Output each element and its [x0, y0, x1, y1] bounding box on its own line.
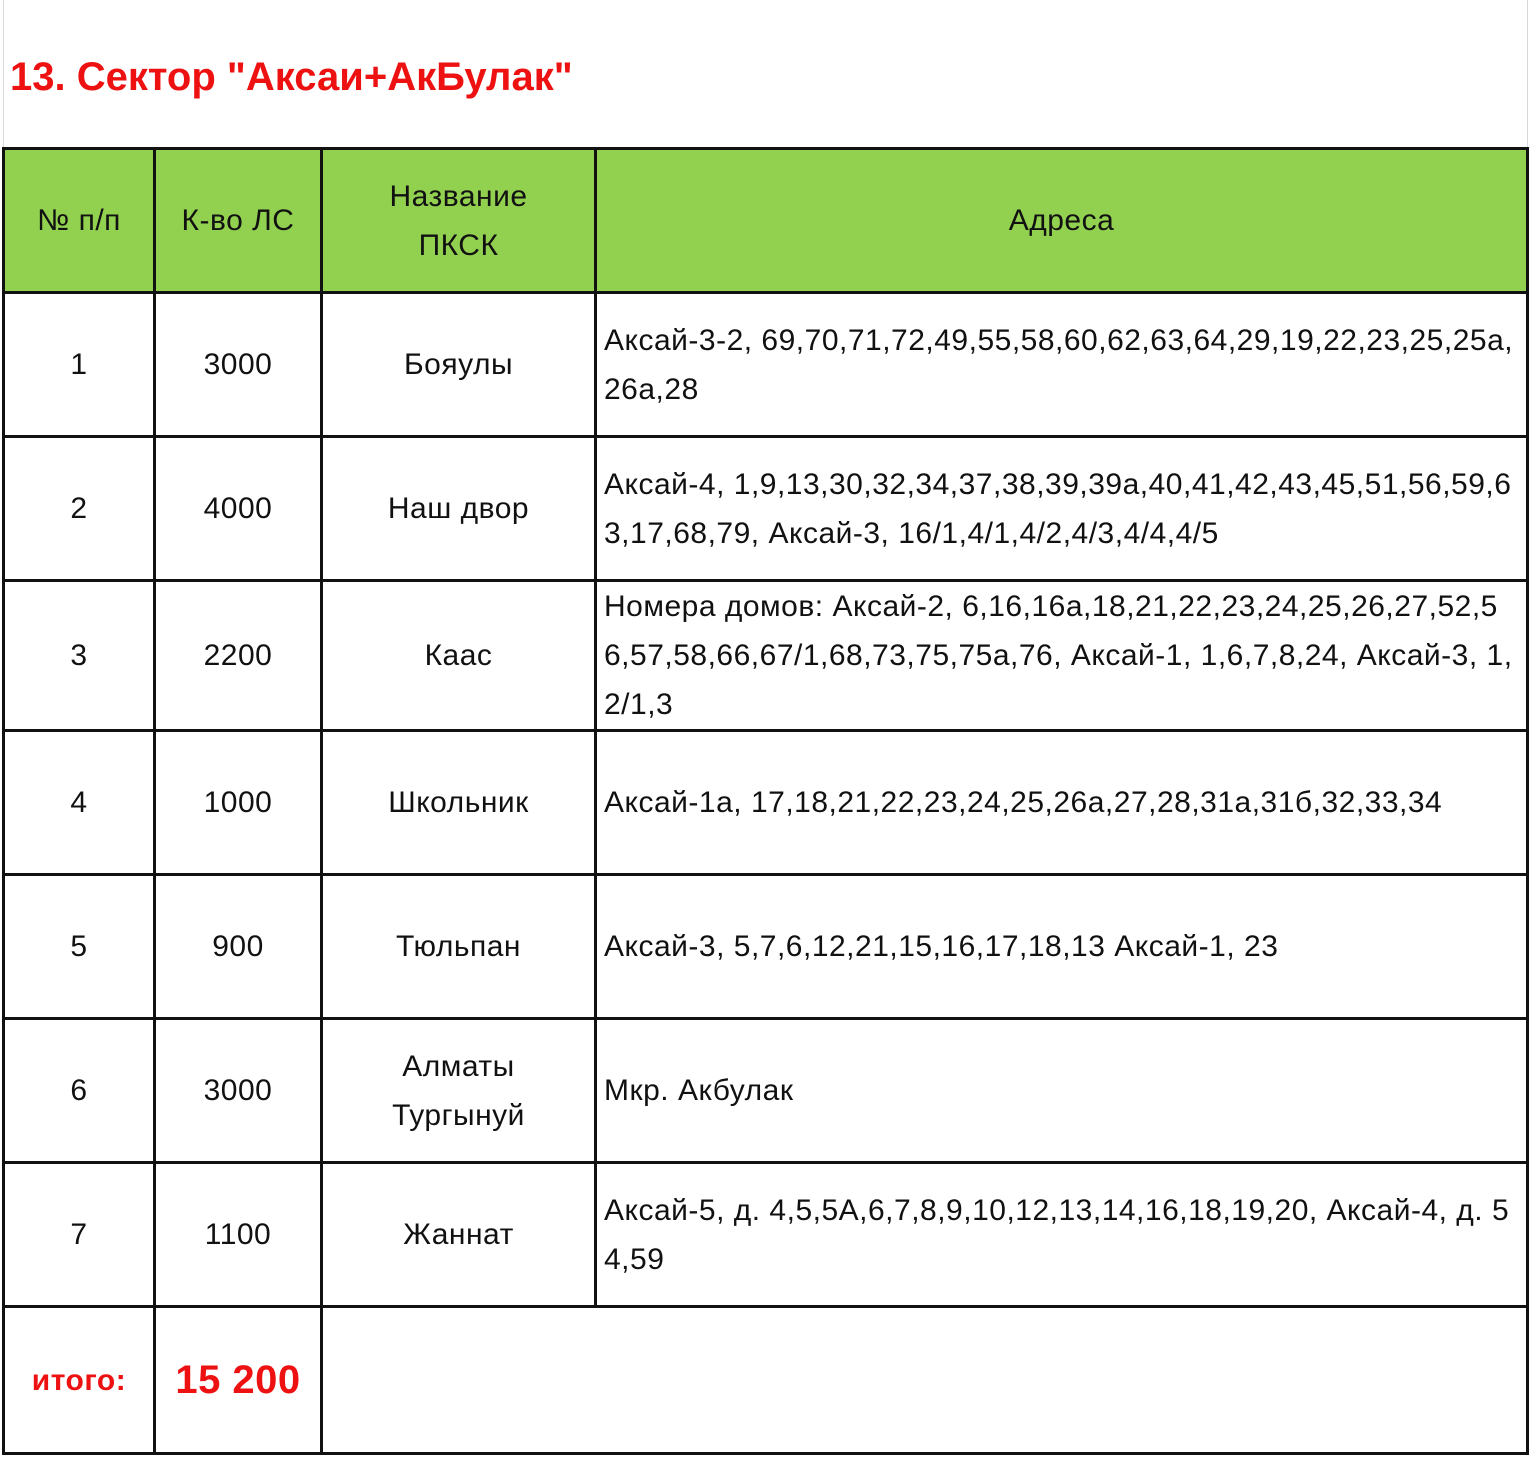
cell-num: 1	[4, 293, 155, 437]
cell-name: Каас	[322, 581, 596, 731]
page-title: 13. Сектор "Аксаи+АкБулак"	[10, 55, 573, 99]
table-row	[4, 437, 1528, 581]
header-name	[322, 149, 596, 293]
cell-name-text: Алматы Тургынуй	[392, 1049, 525, 1132]
cell-ls: 1000	[155, 731, 322, 875]
cell-addr: Аксай-1а, 17,18,21,22,23,24,25,26а,27,28,31а,31б,32,33,34	[596, 731, 1528, 875]
table-row	[4, 1163, 1528, 1307]
total-empty-cell	[322, 1307, 1528, 1454]
cell-name: Жаннат	[322, 1163, 596, 1307]
header-addr: Адреса	[596, 149, 1528, 293]
cell-num: 6	[4, 1019, 155, 1163]
cell-num: 2	[4, 437, 155, 581]
cell-ls: 3000	[155, 1019, 322, 1163]
table-row	[4, 875, 1528, 1019]
cell-ls: 900	[155, 875, 322, 1019]
cell-ls: 1100	[155, 1163, 322, 1307]
cell-name: Наш двор	[322, 437, 596, 581]
cell-name: Тюльпан	[322, 875, 596, 1019]
cell-addr: Аксай-4, 1,9,13,30,32,34,37,38,39,39а,40,41,42,43,45,51,56,59,63,17,68,79, Аксай-3, 16/1,4/1,4/2,4/3,4/4,4/5	[596, 437, 1528, 581]
header-row	[4, 149, 1528, 293]
total-label: итого:	[4, 1307, 155, 1454]
cell-addr: Аксай-5, д. 4,5,5А,6,7,8,9,10,12,13,14,16,18,19,20, Аксай-4, д. 54,59	[596, 1163, 1528, 1307]
gridline	[3, 0, 4, 148]
table-row	[4, 731, 1528, 875]
cell-addr: Номера домов: Аксай-2, 6,16,16а,18,21,22,23,24,25,26,27,52,56,57,58,66,67/1,68,73,75,75а,76, Аксай-1, 1,6,7,8,24, Аксай-3, 1,2/1,3	[596, 581, 1528, 731]
cell-num: 5	[4, 875, 155, 1019]
cell-num: 3	[4, 581, 155, 731]
header-ls: К-во ЛС	[155, 149, 322, 293]
cell-num: 4	[4, 731, 155, 875]
cell-ls: 2200	[155, 581, 322, 731]
cell-name: Бояулы	[322, 293, 596, 437]
total-row	[4, 1307, 1528, 1454]
cell-addr: Мкр. Акбулак	[596, 1019, 1528, 1163]
header-name-text: Название ПКСК	[389, 179, 528, 262]
table-row	[4, 293, 1528, 437]
cell-name	[322, 1019, 596, 1163]
table-row	[4, 1019, 1528, 1163]
gridline	[1527, 0, 1528, 148]
cell-ls: 3000	[155, 293, 322, 437]
cell-num: 7	[4, 1163, 155, 1307]
header-num: № п/п	[4, 149, 155, 293]
cell-addr: Аксай-3, 5,7,6,12,21,15,16,17,18,13 Аксай-1, 23	[596, 875, 1528, 1019]
sector-table	[2, 147, 1529, 1455]
cell-addr: Аксай-3-2, 69,70,71,72,49,55,58,60,62,63,64,29,19,22,23,25,25а,26а,28	[596, 293, 1528, 437]
cell-ls: 4000	[155, 437, 322, 581]
cell-name: Школьник	[322, 731, 596, 875]
total-value: 15 200	[155, 1307, 322, 1454]
table-row	[4, 581, 1528, 731]
